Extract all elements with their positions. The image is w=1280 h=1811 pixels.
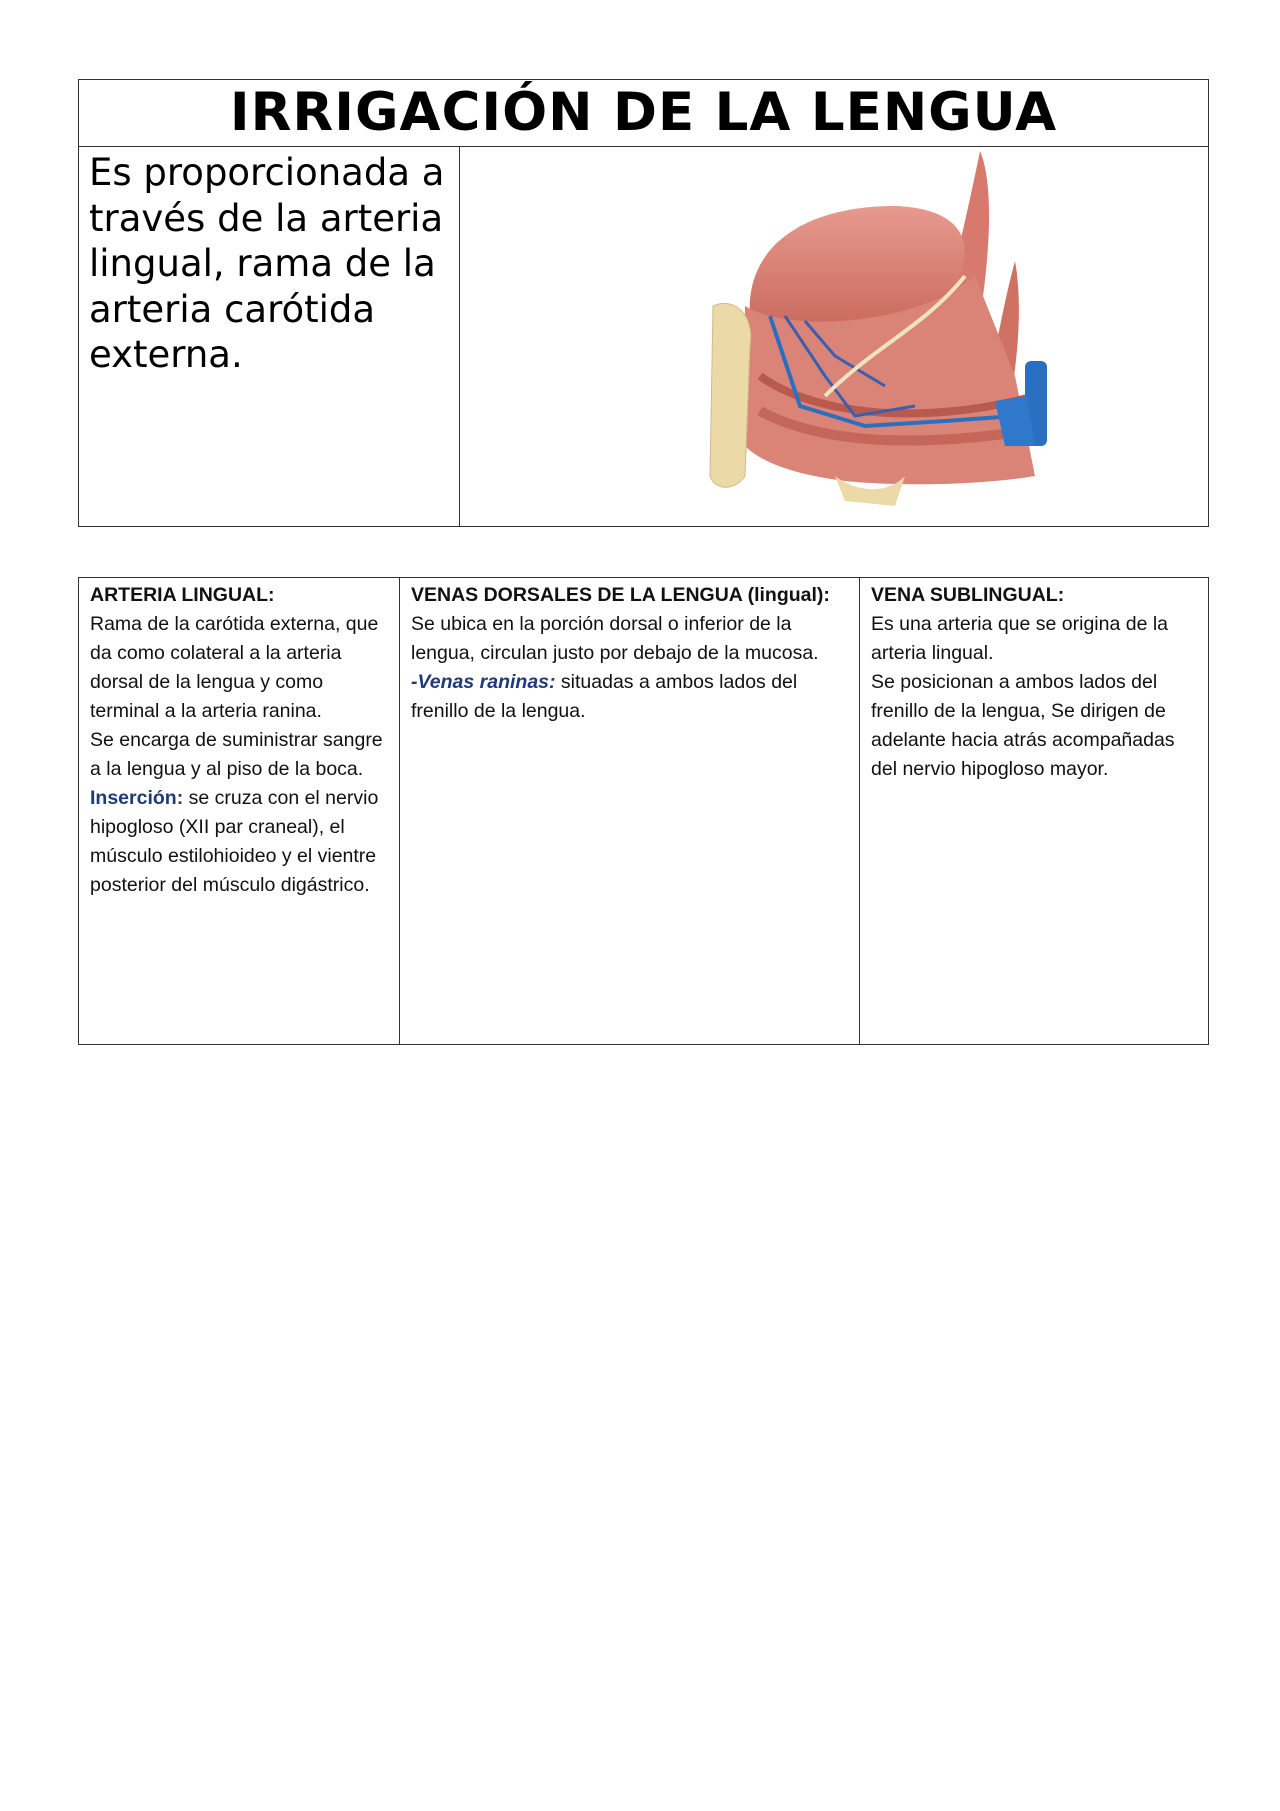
column-heading: VENAS DORSALES DE LA LENGUA (lingual): (411, 584, 830, 606)
page-title: IRRIGACIÓN DE LA LENGUA (79, 80, 1208, 147)
venas-raninas-label: -Venas raninas: (411, 671, 556, 693)
paragraph (411, 668, 848, 726)
paragraph: Se posicionan a ambos lados del frenillo de la lengua, Se dirigen de adelante hacia atrás acompañadas del nervio hipogloso mayor. (871, 671, 1175, 780)
column-arteria-lingual (79, 578, 400, 1044)
summary-table (78, 79, 1209, 527)
paragraph: Es una arteria que se origina de la arteria lingual. (871, 613, 1169, 664)
vessels-table (78, 577, 1209, 1045)
image-cell (460, 146, 1208, 526)
intro-text: Es proporcionada a través de la arteria lingual, rama de la arteria carótida externa. (79, 146, 460, 526)
column-vena-sublingual (860, 578, 1208, 1044)
column-heading: VENA SUBLINGUAL: (871, 584, 1065, 606)
insercion-label: Inserción: (90, 787, 184, 809)
paragraph: Se encarga de suministrar sangre a la lengua y al piso de la boca. (90, 729, 383, 780)
venas-raninas-text: situadas a ambos lados del frenillo de la lengua. (411, 671, 798, 722)
insercion-text: se cruza con el nervio hipogloso (XII par craneal), el músculo estilohioideo y el vientre posterior del músculo digástrico. (90, 787, 379, 896)
paragraph: Rama de la carótida externa, que da como colateral a la arteria dorsal de la lengua y como terminal a la arteria ranina. (90, 613, 379, 722)
column-heading: ARTERIA LINGUAL: (90, 584, 275, 606)
paragraph: Se ubica en la porción dorsal o inferior de la lengua, circulan justo por debajo de la mucosa. (411, 613, 819, 664)
tongue-anatomy-illustration-icon (595, 146, 1075, 516)
column-venas-dorsales (400, 578, 860, 1044)
paragraph (90, 784, 388, 900)
